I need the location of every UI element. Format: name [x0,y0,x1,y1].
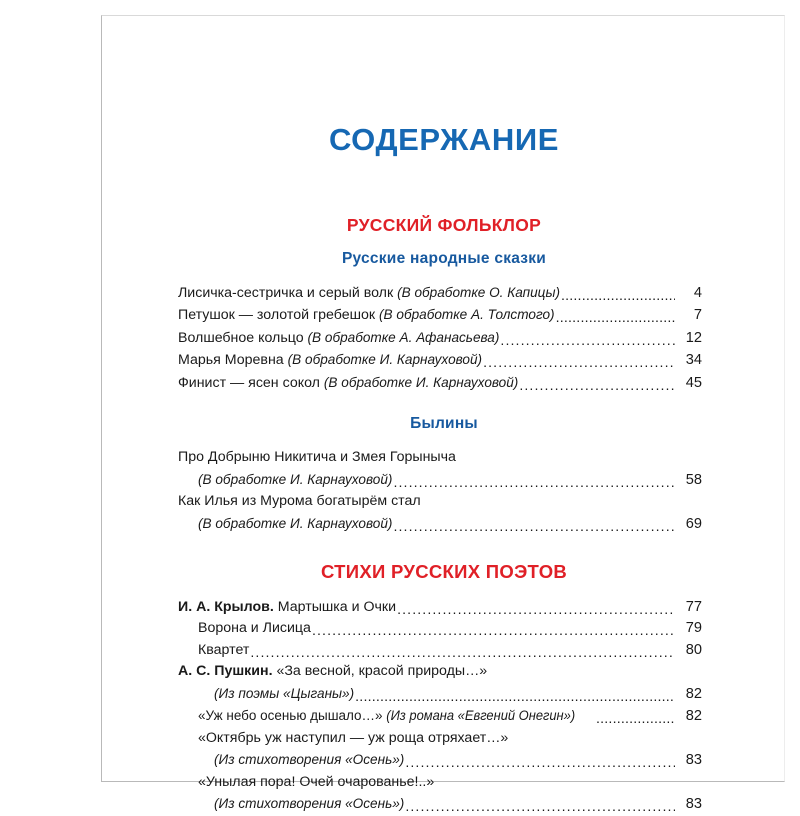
entry-note: (В обработке И. Карнауховой) [323,374,519,390]
dot-leaders [393,519,675,535]
dot-leaders [561,288,675,304]
entry-label [198,513,392,536]
toc-entry[interactable] [102,491,786,513]
entry-page-number: 34 [685,352,702,368]
toc-entry[interactable] [102,349,786,372]
entry-label: Ворона и Лисица [198,620,311,637]
entry-label [214,683,354,706]
entry-label: Про Добрыню Никитича и Змея Горыныча [178,449,456,465]
dot-leaders [556,311,675,327]
entry-page-number: 83 [685,752,702,769]
toc-entry[interactable] [102,372,786,395]
entry-label: Марья Моревна (В обработке И. Карнауховой) [178,352,483,368]
dot-leaders [393,475,675,491]
entry-author: А. С. Пушкин. [178,663,273,680]
entry-list-byliny [102,447,786,535]
entry-note: (Из стихотворения «Осень») [214,752,405,768]
toc-entry[interactable] [102,447,786,469]
entry-list-skazki [102,282,786,395]
entry-list-poets [102,597,786,816]
dot-leaders [355,689,675,705]
toc-entry[interactable] [102,618,786,640]
toc-entry-continuation[interactable] [102,683,786,706]
entry-label: Как Илья из Мурома богатырём стал [178,493,421,509]
toc-entry-continuation[interactable] [102,749,786,772]
dot-leaders [250,645,675,661]
entry-label: Лисичка-сестричка и серый волк (В обработке О. Капицы) [178,284,560,301]
entry-page-number: 82 [685,708,702,725]
entry-note: (Из стихотворения «Осень») [214,796,405,812]
toc-entry[interactable] [102,772,786,794]
dot-leaders [312,624,675,640]
entry-note: (В обработке О. Капицы) [397,284,560,300]
toc-entry[interactable] [102,705,786,728]
table-of-contents [102,16,786,816]
dot-leaders [405,800,675,816]
entry-page-number: 79 [685,620,702,637]
entry-note: (В обработке А. Толстого) [379,307,555,322]
entry-note: (В обработке И. Карнауховой) [198,471,393,487]
dot-leaders [500,333,675,349]
entry-note: (Из романа «Евгений Онегин») [386,708,576,724]
toc-entry-continuation[interactable] [102,793,786,816]
entry-page-number: 12 [685,329,702,346]
toc-entry-continuation[interactable] [102,469,786,492]
entry-page-number: 45 [685,374,702,391]
section-heading-poets: СТИХИ РУССКИХ ПОЭТОВ [320,561,568,582]
entry-label: Волшебное кольцо (В обработке А. Афанасьева) [178,329,500,346]
entry-page-number: 4 [693,284,702,301]
entry-page-number: 77 [685,598,702,615]
dot-leaders [405,756,675,772]
entry-label: Финист — ясен сокол (В обработке И. Карнауховой) [178,374,519,391]
entry-page-number: 82 [685,685,702,702]
entry-label [214,793,404,816]
entry-label: «Уж небо осенью дышало…» (Из романа «Евгений Онегин») [198,708,576,725]
entry-label: А. С. Пушкин. «За весной, красой природы…» [178,663,488,680]
entry-label: «Унылая пора! Очей очарованье!..» [198,773,435,790]
toc-entry[interactable] [102,304,786,327]
dot-leaders [596,712,675,728]
entry-page-number: 7 [693,307,702,323]
entry-page-number: 80 [685,641,702,658]
entry-page-number: 58 [685,471,702,488]
entry-label: Петушок — золотой гребешок (В обработке А. Толстого) [178,307,555,323]
toc-entry-continuation[interactable] [102,513,786,536]
entry-note: (В обработке И. Карнауховой) [198,515,393,531]
toc-entry[interactable] [102,640,786,662]
subsection-heading-byliny: Былины [410,415,478,432]
dot-leaders [483,356,675,372]
subsection-heading-skazki: Русские народные сказки [341,249,547,267]
entry-note: (Из поэмы «Цыганы») [214,685,355,701]
toc-entry[interactable] [102,282,786,305]
toc-entry[interactable] [102,661,786,683]
entry-label: Квартет [198,641,250,658]
toc-entry[interactable] [102,597,786,619]
dot-leaders [519,378,675,394]
entry-author: И. А. Крылов. [178,598,274,615]
section-heading-folklore: РУССКИЙ ФОЛЬКЛОР [346,215,542,235]
entry-note: (В обработке И. Карнауховой) [287,352,483,367]
book-page-sheet [101,15,785,813]
toc-entry[interactable] [102,728,786,750]
toc-entry[interactable] [102,327,786,350]
entry-label: И. А. Крылов. Мартышка и Очки [178,598,397,615]
entry-page-number: 69 [685,515,702,532]
entry-label: «Октябрь уж наступил — уж роща отряхает…» [198,729,509,746]
dot-leaders [397,602,675,618]
page-title: СОДЕРЖАНИЕ [328,122,560,157]
entry-note: (В обработке А. Афанасьева) [307,329,500,345]
entry-page-number: 83 [685,796,702,813]
entry-label [214,749,404,772]
entry-label [198,469,392,492]
